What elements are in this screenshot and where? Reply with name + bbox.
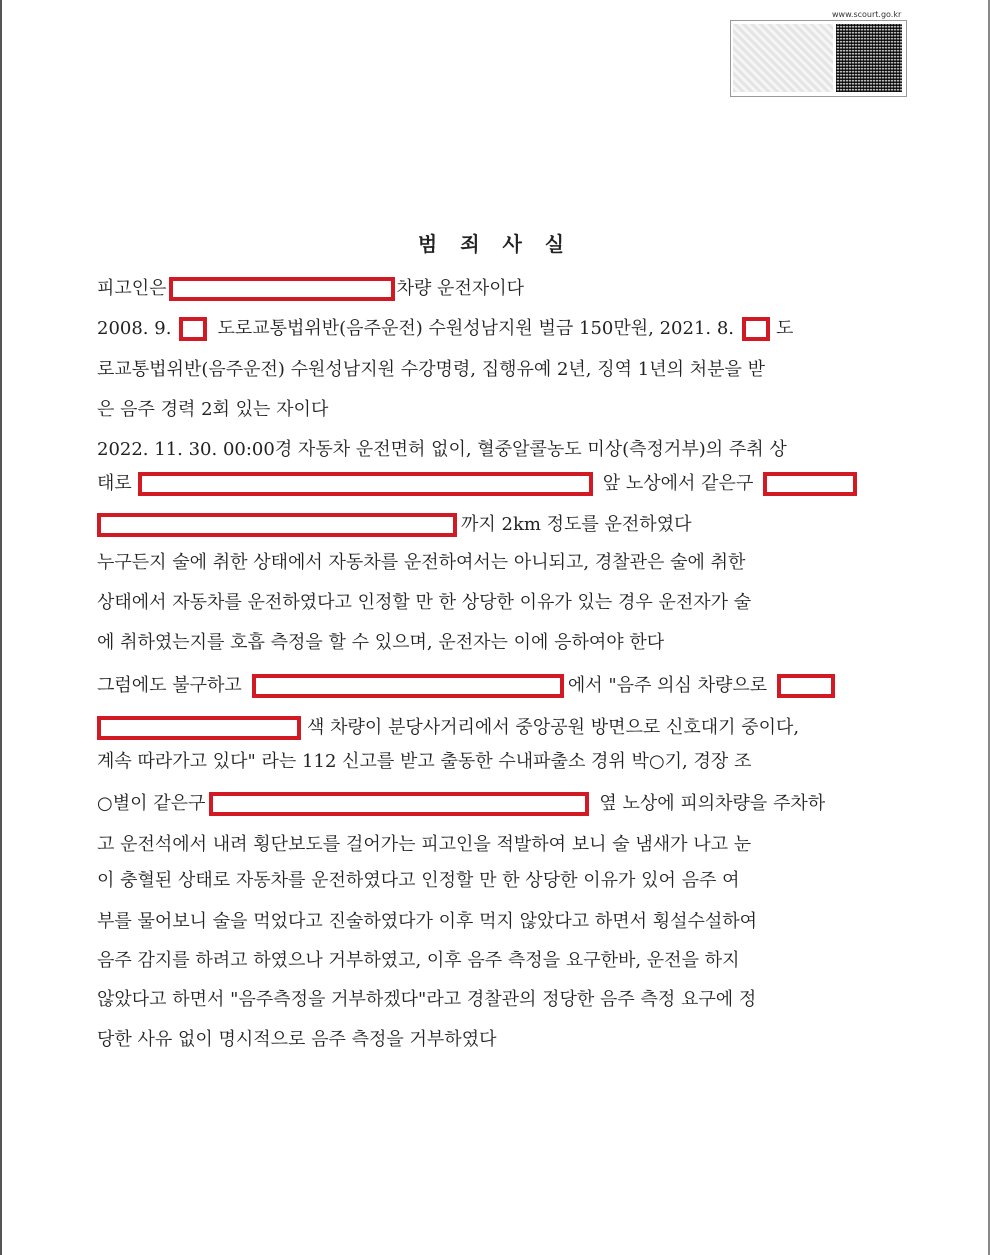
redaction-box <box>763 472 857 496</box>
line-segment: 2022. 11. 30. 00:00경 자동차 운전면허 없이, 혈중알콜농도 미상(측정거부)의 주취 상 <box>97 439 787 460</box>
line-segment: 계속 따라가고 있다" 라는 112 신고를 받고 출동한 수내파출소 경위 박○기, 경장 조 <box>97 751 752 772</box>
seal-watermark-pattern <box>733 24 833 92</box>
line-segment: 색 차량이 분당사거리에서 중앙공원 방면으로 신호대기 중이다, <box>307 717 800 738</box>
line-segment: 그럼에도 불구하고 <box>97 675 242 696</box>
text-line <box>97 357 765 383</box>
line-segment: 도 <box>776 318 794 339</box>
redaction-box <box>209 792 589 816</box>
line-segment: ○별이 같은구 <box>97 793 206 814</box>
redaction-box <box>138 472 593 496</box>
line-segment: 태로 <box>97 473 132 494</box>
line-segment: 상태에서 자동차를 운전하였다고 인정할 만 한 상당한 이유가 있는 경우 운전자가 술 <box>97 592 752 613</box>
seal-barcode-pattern <box>836 24 902 92</box>
text-line <box>97 276 524 302</box>
redaction-box <box>179 317 207 341</box>
line-segment: 에 취하였는지를 호흡 측정을 할 수 있으며, 운전자는 이에 응하여야 한다 <box>97 632 665 653</box>
text-line <box>97 397 328 423</box>
text-line <box>97 832 751 858</box>
text-line <box>97 471 857 497</box>
seal-url: www.scourt.go.kr <box>832 10 902 19</box>
line-segment: 않았다고 하면서 "음주측정을 거부하겠다"라고 경찰관의 정당한 음주 측정 요구에 정 <box>97 989 757 1010</box>
line-segment: 이 충혈된 상태로 자동차를 운전하였다고 인정할 만 한 상당한 이유가 있어 음주 여 <box>97 870 740 891</box>
text-line <box>97 1027 496 1053</box>
text-line <box>97 749 751 775</box>
text-line <box>97 948 739 974</box>
line-segment: 에서 "음주 의심 차량으로 <box>567 675 768 696</box>
redaction-box <box>169 277 395 301</box>
text-line <box>97 791 825 817</box>
text-line <box>97 715 799 741</box>
text-line <box>97 909 757 935</box>
text-line <box>97 673 835 699</box>
line-segment: 앞 노상에서 같은구 <box>602 473 754 494</box>
text-line <box>97 550 745 576</box>
redaction-box <box>777 674 835 698</box>
text-line <box>97 630 664 656</box>
line-segment: 차량 운전자이다 <box>396 278 524 299</box>
line-segment: 도로교통법위반(음주운전) 수원성남지원 벌금 150만원, 2021. 8. <box>217 318 735 339</box>
line-segment: 부를 물어보니 술을 먹었다고 진술하였다가 이후 먹지 않았다고 하면서 횡설수설하여 <box>97 911 758 932</box>
redaction-box <box>742 317 770 341</box>
text-line <box>97 316 793 342</box>
redaction-box <box>252 674 564 698</box>
text-line <box>97 868 739 894</box>
line-segment: 고 운전석에서 내려 횡단보도를 걸어가는 피고인을 적발하여 보니 술 냄새가 나고 눈 <box>97 834 752 855</box>
line-segment: 은 음주 경력 2회 있는 자이다 <box>97 399 329 420</box>
line-segment: 옆 노상에 피의차량을 주차하 <box>599 793 826 814</box>
line-segment: 누구든지 술에 취한 상태에서 자동차를 운전하여서는 아니되고, 경찰관은 술에 취한 <box>97 552 746 573</box>
text-line <box>97 590 751 616</box>
redaction-box <box>97 513 457 537</box>
text-line <box>97 437 787 463</box>
line-segment: 음주 감지를 하려고 하였으나 거부하였고, 이후 음주 측정을 요구한바, 운전을 하지 <box>97 950 740 971</box>
text-line <box>97 512 691 538</box>
line-segment: 당한 사유 없이 명시적으로 음주 측정을 거부하였다 <box>97 1029 497 1050</box>
text-line <box>97 987 756 1013</box>
page-edge-left <box>0 0 2 1255</box>
line-segment: 로교통법위반(음주운전) 수원성남지원 수강명령, 집행유예 2년, 징역 1년의 처분을 받 <box>97 359 765 380</box>
line-segment: 2008. 9. <box>97 318 172 339</box>
redaction-box <box>97 716 301 740</box>
document-title: 범 죄 사 실 <box>417 232 573 256</box>
line-segment: 피고인은 <box>97 278 167 299</box>
line-segment: 까지 2km 정도를 운전하였다 <box>461 514 692 535</box>
